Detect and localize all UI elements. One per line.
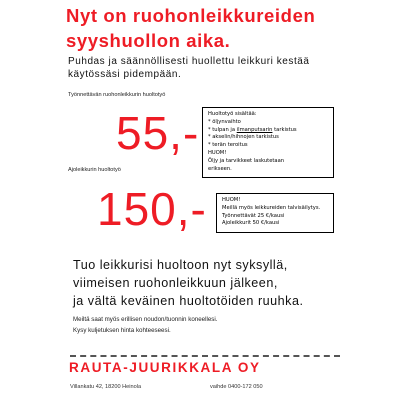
service-item-blade: * terän teroitus — [208, 142, 248, 149]
body-line-2: viimeisen ruohonleikkuun jälkeen, — [73, 276, 278, 290]
service-note-line-2: erikseen. — [208, 165, 232, 172]
headline-line-1: Nyt on ruohonleikkureiden — [66, 5, 316, 26]
body-line-1: Tuo leikkurisi huoltoon nyt syksyllä, — [73, 258, 288, 272]
service-item-axle: * akselin/hihnojen tarkistus — [208, 134, 279, 141]
company-address: Villankatu 42, 18200 Heinola — [70, 384, 142, 390]
company-phone: vaihde 0400-172 050 — [210, 384, 263, 390]
storage-box-line-3: Ajoleikkurit 50 €/kausi — [222, 220, 280, 227]
storage-box-title: HUOM! — [222, 197, 241, 203]
body-line-3: ja vältä keväinen huoltotöiden ruuhka. — [73, 294, 304, 308]
offer-1-label: Työnnettävän ruohonleikkurin huoltotyö — [68, 92, 166, 98]
winter-storage-box — [216, 193, 334, 233]
offer-1-price: 55,- — [116, 107, 200, 159]
headline-line-2: syyshuollon aika. — [66, 30, 231, 51]
storage-box-line-1: Meillä myös leikkureiden talvisäilytys. — [222, 204, 321, 211]
service-note-title: HUOM! — [208, 149, 227, 156]
offer-2-label: Ajoleikkurin huoltotyö — [68, 167, 121, 173]
service-note-line-1: Öljy ja tarvikkeet laskutetaan — [208, 157, 285, 164]
footer-divider — [70, 355, 340, 357]
service-item-oil: * öljynvaihto — [208, 118, 241, 125]
intro-line-1: Puhdas ja säännöllisesti huollettu leikkuri kestää — [68, 56, 310, 67]
service-item-plug-filter: * tulpan ja ilmanputsarin tarkistus — [208, 126, 297, 133]
intro-line-2: käytössäsi pidempään. — [68, 69, 182, 80]
transport-line-2: Kysy kuljetuksen hinta kohteeseesi. — [73, 327, 171, 334]
service-box-title: Huoltotyö sisältää: — [208, 111, 257, 117]
offer-2-price: 150,- — [97, 183, 207, 235]
service-contents-box — [202, 107, 334, 178]
transport-line-1: Meiltä saat myös erillisen noudon/tuonnin koneellesi. — [73, 316, 218, 323]
company-name: RAUTA-JUURIKKALA OY — [69, 360, 261, 375]
storage-box-line-2: Työnnettävät 25 €/kausi — [222, 212, 285, 219]
